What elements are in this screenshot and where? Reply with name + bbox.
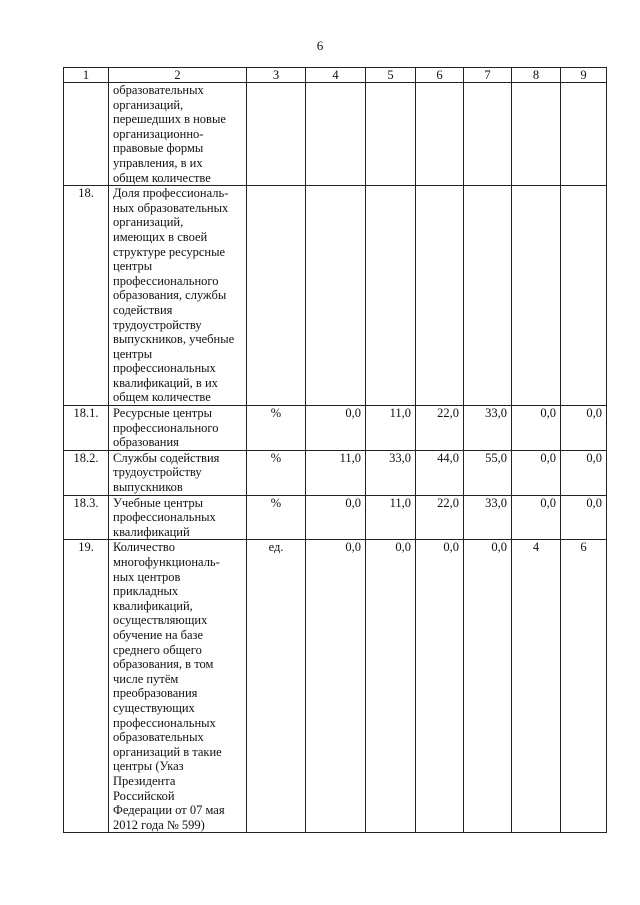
indicator-text-line: организаций в такие xyxy=(113,744,222,759)
column-header: 3 xyxy=(247,68,306,83)
value-cell xyxy=(416,83,464,186)
table-row xyxy=(64,495,607,540)
indicator-name xyxy=(109,406,247,451)
table-row xyxy=(64,83,607,186)
value-cell: 22,0 xyxy=(416,495,464,540)
value-cell xyxy=(366,186,416,406)
indicator-text-line: осуществляющих xyxy=(113,613,208,628)
indicator-text-line: Российской xyxy=(113,788,175,803)
indicator-text-line: образовательных xyxy=(113,730,204,745)
indicator-text-line: трудоустройству xyxy=(113,465,202,480)
indicator-text-line: профессиональных xyxy=(113,361,216,376)
unit-of-measure xyxy=(247,186,306,406)
column-number-header-row xyxy=(64,68,607,83)
indicator-text-line: управления, в их xyxy=(113,155,203,170)
column-header: 8 xyxy=(512,68,561,83)
table-row xyxy=(64,540,607,833)
row-number: 18.1. xyxy=(64,406,109,451)
indicator-text-line: Службы содействия xyxy=(113,450,220,465)
value-cell xyxy=(464,83,512,186)
indicator-text-line: центры xyxy=(113,346,153,361)
indicator-text-line: организаций, xyxy=(113,215,184,230)
row-number: 18.2. xyxy=(64,450,109,495)
value-cell: 0,0 xyxy=(512,406,561,451)
indicator-name xyxy=(109,450,247,495)
value-cell xyxy=(366,83,416,186)
indicator-text-line: правовые формы xyxy=(113,141,204,156)
value-cell: 0,0 xyxy=(561,450,607,495)
indicator-text-line: квалификаций, в их xyxy=(113,375,218,390)
indicator-text-line: прикладных xyxy=(113,584,179,599)
indicator-text-line: организационно- xyxy=(113,126,204,141)
indicator-text-line: Количество xyxy=(113,540,175,555)
unit-of-measure: % xyxy=(247,450,306,495)
value-cell: 0,0 xyxy=(561,495,607,540)
column-header: 5 xyxy=(366,68,416,83)
unit-of-measure xyxy=(247,83,306,186)
page-number: 6 xyxy=(316,38,324,53)
value-cell: 0,0 xyxy=(464,540,512,833)
indicators-table xyxy=(63,67,607,833)
indicator-text-line: квалификаций xyxy=(113,524,190,539)
indicator-text-line: преобразования xyxy=(113,686,198,701)
value-cell: 33,0 xyxy=(366,450,416,495)
indicator-text-line: центры (Указ xyxy=(113,759,184,774)
value-cell: 0,0 xyxy=(306,495,366,540)
indicator-text-line: трудоустройству xyxy=(113,317,202,332)
table-row xyxy=(64,450,607,495)
indicator-text-line: числе путём xyxy=(113,671,179,686)
value-cell: 11,0 xyxy=(366,495,416,540)
value-cell: 33,0 xyxy=(464,495,512,540)
indicator-text-line: организаций, xyxy=(113,97,184,112)
value-cell xyxy=(512,83,561,186)
indicator-text-line: многофункциональ- xyxy=(113,555,220,569)
indicator-text-line: Доля профессиональ- xyxy=(113,186,229,201)
value-cell xyxy=(306,186,366,406)
table-row xyxy=(64,406,607,451)
indicator-text-line: структуре ресурсные xyxy=(113,244,226,259)
indicator-name xyxy=(109,495,247,540)
value-cell: 0,0 xyxy=(561,406,607,451)
value-cell: 44,0 xyxy=(416,450,464,495)
indicator-text-line: профессиональных xyxy=(113,510,216,525)
indicator-text-line: общем количестве xyxy=(113,170,211,185)
value-cell xyxy=(306,83,366,186)
value-cell: 0,0 xyxy=(416,540,464,833)
indicator-text-line: существующих xyxy=(113,700,195,715)
value-cell xyxy=(512,186,561,406)
indicator-text-line: общем количестве xyxy=(113,390,211,405)
indicator-text-line: образования, в том xyxy=(113,657,214,672)
indicator-text-line: имеющих в своей xyxy=(113,229,208,244)
indicator-name xyxy=(109,186,247,406)
indicator-text-line: образовательных xyxy=(113,83,204,97)
unit-of-measure: ед. xyxy=(247,540,306,833)
indicator-text-line: профессионального xyxy=(113,273,219,288)
value-cell: 11,0 xyxy=(366,406,416,451)
value-cell xyxy=(464,186,512,406)
column-header: 9 xyxy=(561,68,607,83)
unit-of-measure: % xyxy=(247,495,306,540)
indicator-text-line: выпускников xyxy=(113,480,183,495)
value-cell: 0,0 xyxy=(366,540,416,833)
value-cell xyxy=(416,186,464,406)
indicator-text-line: Ресурсные центры xyxy=(113,406,213,421)
value-cell: 0,0 xyxy=(512,450,561,495)
value-cell xyxy=(561,186,607,406)
unit-of-measure: % xyxy=(247,406,306,451)
value-cell: 0,0 xyxy=(306,406,366,451)
column-header: 1 xyxy=(64,68,109,83)
indicator-text-line: профессионального xyxy=(113,420,219,435)
column-header: 2 xyxy=(109,68,247,83)
indicator-text-line: Федерации от 07 мая xyxy=(113,803,225,818)
indicator-text-line: 2012 года № 599) xyxy=(113,817,205,832)
indicator-text-line: центры xyxy=(113,259,153,274)
row-number xyxy=(64,83,109,186)
value-cell xyxy=(561,83,607,186)
value-cell: 11,0 xyxy=(306,450,366,495)
indicator-text-line: выпускников, учебные xyxy=(113,332,235,347)
column-header: 7 xyxy=(464,68,512,83)
value-cell: 22,0 xyxy=(416,406,464,451)
indicator-text-line: квалификаций, xyxy=(113,598,193,613)
table-row xyxy=(64,186,607,406)
indicator-text-line: образования xyxy=(113,435,179,450)
indicator-text-line: перешедших в новые xyxy=(113,112,226,127)
indicator-text-line: Президента xyxy=(113,773,176,788)
value-cell: 0,0 xyxy=(512,495,561,540)
indicator-name xyxy=(109,83,247,186)
value-cell: 0,0 xyxy=(306,540,366,833)
indicator-text-line: Учебные центры xyxy=(113,495,203,510)
indicator-text-line: профессиональных xyxy=(113,715,216,730)
indicator-text-line: среднего общего xyxy=(113,642,202,657)
row-number: 18.3. xyxy=(64,495,109,540)
value-cell: 55,0 xyxy=(464,450,512,495)
row-number: 19. xyxy=(64,540,109,833)
value-cell: 6 xyxy=(561,540,607,833)
indicator-text-line: обучение на базе xyxy=(113,627,204,642)
indicator-text-line: ных центров xyxy=(113,569,181,584)
column-header: 6 xyxy=(416,68,464,83)
indicator-text-line: содействия xyxy=(113,302,173,317)
indicator-name xyxy=(109,540,247,833)
value-cell: 33,0 xyxy=(464,406,512,451)
column-header: 4 xyxy=(306,68,366,83)
row-number: 18. xyxy=(64,186,109,406)
indicator-text-line: ных образовательных xyxy=(113,200,229,215)
indicator-text-line: образования, службы xyxy=(113,288,227,303)
value-cell: 4 xyxy=(512,540,561,833)
